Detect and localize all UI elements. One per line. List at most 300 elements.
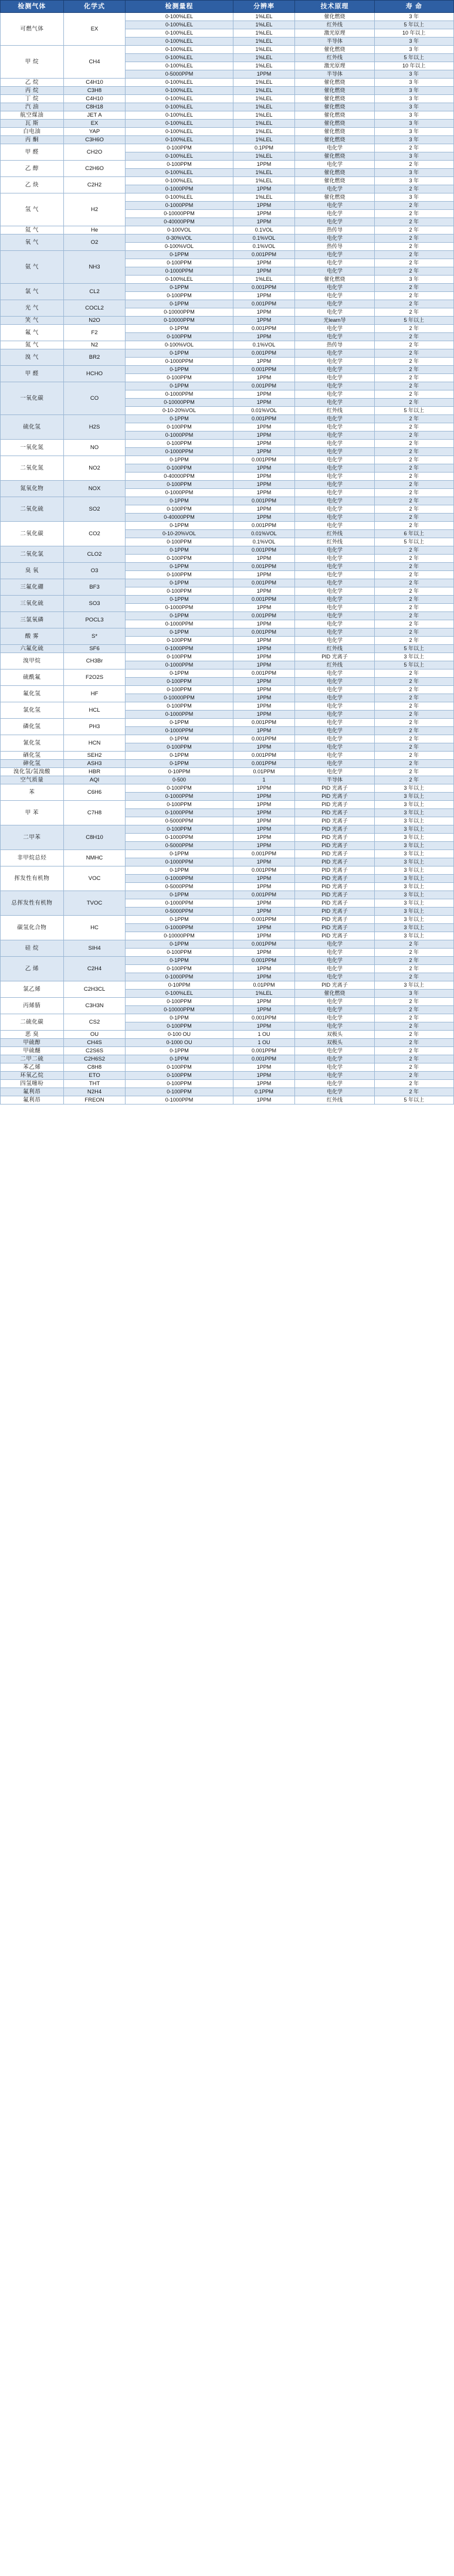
- cell-range: 0-40000PPM: [126, 473, 233, 481]
- cell-life: 3 年以上: [374, 842, 453, 850]
- cell-life: 3 年: [374, 87, 453, 95]
- cell-range: 0-100%LEL: [126, 62, 233, 70]
- cell-range: 0-100%LEL: [126, 128, 233, 136]
- cell-resolution: 1PPM: [233, 481, 295, 489]
- cell-range: 0-100VOL: [126, 226, 233, 235]
- cell-gas-name: 磷化氢: [1, 719, 64, 735]
- cell-formula: NO: [63, 440, 126, 456]
- cell-resolution: 0.1VOL: [233, 226, 295, 235]
- cell-principle: 催化燃烧: [295, 46, 374, 54]
- cell-principle: 电化学: [295, 719, 374, 727]
- cell-range: 0-100%LEL: [126, 13, 233, 21]
- table-row: [1, 719, 454, 727]
- cell-range: 0-100PPM: [126, 1088, 233, 1096]
- cell-formula: CS2: [63, 1014, 126, 1031]
- cell-life: 2 年: [374, 973, 453, 981]
- table-row: [1, 161, 454, 169]
- cell-gas-name: 二氧化氮: [1, 456, 64, 481]
- cell-life: 3 年以上: [374, 817, 453, 825]
- cell-resolution: 0.001PPM: [233, 456, 295, 464]
- cell-formula: F2: [63, 325, 126, 341]
- cell-life: 3 年: [374, 95, 453, 103]
- header-principle: 技术原理: [295, 1, 374, 13]
- cell-range: 0-1000PPM: [126, 711, 233, 719]
- cell-resolution: 1PPM: [233, 793, 295, 801]
- cell-life: 2 年: [374, 292, 453, 300]
- cell-resolution: 0.001PPM: [233, 349, 295, 358]
- cell-range: 0-100PPM: [126, 538, 233, 546]
- cell-principle: 电化学: [295, 1072, 374, 1080]
- cell-principle: 热传导: [295, 226, 374, 235]
- table-row: [1, 341, 454, 349]
- cell-resolution: 1PPM: [233, 374, 295, 382]
- table-row: [1, 957, 454, 965]
- cell-formula: HCL: [63, 702, 126, 719]
- cell-range: 0-100 OU: [126, 1031, 233, 1039]
- cell-principle: 催化燃烧: [295, 136, 374, 144]
- table-row: [1, 998, 454, 1006]
- cell-range: 0-1000PPM: [126, 489, 233, 497]
- cell-principle: 电化学: [295, 686, 374, 694]
- cell-range: 0-1PPM: [126, 1055, 233, 1063]
- table-row: [1, 825, 454, 834]
- cell-principle: 电化学: [295, 399, 374, 407]
- cell-life: 2 年: [374, 637, 453, 645]
- cell-formula: SO2: [63, 497, 126, 522]
- cell-range: 0-10-20%VOL: [126, 407, 233, 415]
- cell-formula: SO3: [63, 596, 126, 612]
- cell-gas-name: 丙 烷: [1, 87, 64, 95]
- cell-principle: 催化燃烧: [295, 95, 374, 103]
- cell-formula: C8H8: [63, 1063, 126, 1072]
- cell-principle: 热传导: [295, 341, 374, 349]
- cell-resolution: 1PPM: [233, 743, 295, 752]
- cell-gas-name: 瓦 斯: [1, 120, 64, 128]
- cell-principle: 电化学: [295, 161, 374, 169]
- cell-gas-name: 汽 油: [1, 103, 64, 111]
- cell-resolution: 0.001PPM: [233, 382, 295, 390]
- cell-resolution: 1PPM: [233, 431, 295, 440]
- cell-resolution: 1PPM: [233, 908, 295, 916]
- cell-life: 3 年以上: [374, 866, 453, 875]
- cell-principle: 电化学: [295, 514, 374, 522]
- cell-resolution: 1%LEL: [233, 169, 295, 177]
- cell-life: 3 年: [374, 103, 453, 111]
- cell-formula: CH2O: [63, 144, 126, 161]
- cell-resolution: 1PPM: [233, 645, 295, 653]
- cell-formula: CH4S: [63, 1039, 126, 1047]
- cell-formula: CO: [63, 382, 126, 415]
- table-row: [1, 111, 454, 120]
- cell-formula: S*: [63, 628, 126, 645]
- table-row: [1, 46, 454, 54]
- table-row: [1, 1072, 454, 1080]
- cell-life: 2 年: [374, 267, 453, 276]
- cell-range: 0-1000PPM: [126, 358, 233, 366]
- header-range: 检测量程: [126, 1, 233, 13]
- cell-range: 0-1PPM: [126, 670, 233, 678]
- cell-life: 2 年: [374, 144, 453, 152]
- cell-gas-name: 二氧化硫: [1, 497, 64, 522]
- cell-principle: 电化学: [295, 522, 374, 530]
- cell-life: 2 年: [374, 218, 453, 226]
- cell-life: 3 年: [374, 120, 453, 128]
- cell-principle: 电化学: [295, 973, 374, 981]
- cell-principle: 红外线: [295, 530, 374, 538]
- cell-principle: 电化学: [295, 957, 374, 965]
- cell-range: 0-100%LEL: [126, 38, 233, 46]
- cell-principle: 电化学: [295, 1047, 374, 1055]
- cell-principle: PID 光离子: [295, 817, 374, 825]
- cell-range: 0-100%LEL: [126, 276, 233, 284]
- cell-resolution: 1PPM: [233, 784, 295, 793]
- cell-range: 0-100PPM: [126, 949, 233, 957]
- cell-resolution: 1PPM: [233, 210, 295, 218]
- cell-resolution: 1PPM: [233, 727, 295, 735]
- cell-life: 3 年以上: [374, 883, 453, 891]
- table-row: [1, 686, 454, 694]
- cell-life: 2 年: [374, 686, 453, 694]
- cell-range: 0-5000PPM: [126, 883, 233, 891]
- cell-range: 0-1000 OU: [126, 1039, 233, 1047]
- cell-range: 0-1000PPM: [126, 1096, 233, 1105]
- cell-life: 2 年: [374, 949, 453, 957]
- cell-life: 3 年以上: [374, 924, 453, 932]
- cell-range: 0-1PPM: [126, 866, 233, 875]
- cell-gas-name: 溴 气: [1, 349, 64, 366]
- cell-range: 0-5000PPM: [126, 817, 233, 825]
- cell-resolution: 1%LEL: [233, 54, 295, 62]
- cell-range: 0-100PPM: [126, 784, 233, 793]
- cell-life: 3 年以上: [374, 916, 453, 924]
- cell-formula: JET A: [63, 111, 126, 120]
- cell-resolution: 1: [233, 776, 295, 784]
- cell-resolution: 1%LEL: [233, 29, 295, 38]
- cell-range: 0-1000PPM: [126, 924, 233, 932]
- table-row: [1, 87, 454, 95]
- cell-resolution: 1%LEL: [233, 136, 295, 144]
- cell-range: 0-100%LEL: [126, 79, 233, 87]
- cell-resolution: 0.01%VOL: [233, 530, 295, 538]
- cell-range: 0-100%LEL: [126, 54, 233, 62]
- cell-life: 5 年以上: [374, 21, 453, 29]
- cell-range: 0-100%LEL: [126, 46, 233, 54]
- cell-life: 2 年: [374, 604, 453, 612]
- cell-resolution: 1PPM: [233, 973, 295, 981]
- cell-resolution: 1PPM: [233, 1080, 295, 1088]
- cell-principle: 催化燃烧: [295, 120, 374, 128]
- table-row: [1, 1047, 454, 1055]
- cell-resolution: 0.01PPM: [233, 981, 295, 990]
- cell-life: 2 年: [374, 423, 453, 431]
- cell-principle: 双极头: [295, 1039, 374, 1047]
- cell-principle: 红外线: [295, 54, 374, 62]
- cell-gas-name: 氟利昂: [1, 1088, 64, 1096]
- cell-resolution: 0.001PPM: [233, 596, 295, 604]
- cell-principle: 催化燃烧: [295, 87, 374, 95]
- cell-life: 2 年: [374, 1072, 453, 1080]
- cell-range: 0-100PPM: [126, 1080, 233, 1088]
- cell-principle: 电化学: [295, 251, 374, 259]
- table-row: [1, 628, 454, 637]
- table-row: [1, 497, 454, 505]
- cell-life: 3 年: [374, 128, 453, 136]
- cell-principle: PID 光离子: [295, 834, 374, 842]
- cell-resolution: 1PPM: [233, 587, 295, 596]
- cell-resolution: 0.001PPM: [233, 957, 295, 965]
- cell-gas-name: 硒化氢: [1, 752, 64, 760]
- cell-life: 2 年: [374, 456, 453, 464]
- cell-gas-name: 氮氧化物: [1, 481, 64, 497]
- cell-life: 2 年: [374, 1031, 453, 1039]
- spec-table: [0, 0, 454, 1105]
- cell-range: 0-40000PPM: [126, 514, 233, 522]
- cell-formula: HC: [63, 916, 126, 940]
- table-row: [1, 891, 454, 899]
- cell-gas-name: 氯化氢: [1, 702, 64, 719]
- cell-formula: FREON: [63, 1096, 126, 1105]
- cell-formula: HF: [63, 686, 126, 702]
- cell-formula: H2S: [63, 415, 126, 440]
- cell-principle: 电化学: [295, 587, 374, 596]
- cell-principle: 电化学: [295, 390, 374, 399]
- table-row: [1, 103, 454, 111]
- cell-gas-name: 氯乙烯: [1, 981, 64, 998]
- cell-range: 0-1PPM: [126, 382, 233, 390]
- table-row: [1, 850, 454, 858]
- cell-range: 0-100%LEL: [126, 120, 233, 128]
- cell-gas-name: 甲 醛: [1, 144, 64, 161]
- header-row: [1, 1, 454, 13]
- cell-principle: PID 光离子: [295, 932, 374, 940]
- cell-principle: 电化学: [295, 1063, 374, 1072]
- cell-gas-name: 苯: [1, 784, 64, 801]
- cell-life: 2 年: [374, 743, 453, 752]
- cell-range: 0-100PPM: [126, 653, 233, 661]
- cell-life: 3 年以上: [374, 858, 453, 866]
- cell-resolution: 0.001PPM: [233, 628, 295, 637]
- cell-range: 0-100PPM: [126, 292, 233, 300]
- cell-gas-name: 白电油: [1, 128, 64, 136]
- cell-resolution: 1%LEL: [233, 990, 295, 998]
- cell-formula: HCHO: [63, 366, 126, 382]
- cell-formula: BF3: [63, 579, 126, 596]
- cell-gas-name: 氧 气: [1, 235, 64, 251]
- cell-resolution: 1PPM: [233, 390, 295, 399]
- table-row: [1, 300, 454, 308]
- cell-principle: 电化学: [295, 284, 374, 292]
- cell-principle: 电化学: [295, 571, 374, 579]
- cell-resolution: 1PPM: [233, 267, 295, 276]
- cell-principle: PID 光离子: [295, 924, 374, 932]
- cell-gas-name: 酸 雾: [1, 628, 64, 645]
- cell-life: 2 年: [374, 596, 453, 604]
- cell-gas-name: 甲硫醇: [1, 1039, 64, 1047]
- table-row: [1, 760, 454, 768]
- cell-gas-name: 甲 烷: [1, 46, 64, 79]
- cell-life: 2 年: [374, 776, 453, 784]
- table-row: [1, 120, 454, 128]
- cell-principle: 激光原理: [295, 29, 374, 38]
- table-row: [1, 670, 454, 678]
- cell-gas-name: 二甲苯: [1, 825, 64, 850]
- gas-sensor-spec-table: [0, 0, 454, 1105]
- cell-range: 0-100PPM: [126, 965, 233, 973]
- cell-life: 3 年: [374, 111, 453, 120]
- cell-principle: 电化学: [295, 185, 374, 193]
- cell-principle: 电化学: [295, 440, 374, 448]
- cell-gas-name: 溴化氢/氢溴酸: [1, 768, 64, 776]
- cell-resolution: 0.001PPM: [233, 1047, 295, 1055]
- cell-principle: PID 光离子: [295, 825, 374, 834]
- cell-life: 2 年: [374, 678, 453, 686]
- cell-principle: 电化学: [295, 694, 374, 702]
- cell-gas-name: 乙 烷: [1, 79, 64, 87]
- cell-range: 0-100PPM: [126, 743, 233, 752]
- cell-life: 2 年: [374, 768, 453, 776]
- cell-range: 0-1PPM: [126, 325, 233, 333]
- cell-resolution: 0.001PPM: [233, 522, 295, 530]
- cell-life: 3 年以上: [374, 981, 453, 990]
- cell-life: 2 年: [374, 284, 453, 292]
- cell-life: 5 年以上: [374, 661, 453, 670]
- cell-life: 3 年: [374, 79, 453, 87]
- cell-gas-name: 溴甲烷: [1, 653, 64, 670]
- cell-gas-name: 乙 炔: [1, 177, 64, 193]
- cell-formula: HBR: [63, 768, 126, 776]
- cell-range: 0-100PPM: [126, 440, 233, 448]
- cell-range: 0-1PPM: [126, 251, 233, 259]
- cell-gas-name: 二氧化氯: [1, 546, 64, 563]
- cell-range: 0-100%LEL: [126, 193, 233, 202]
- cell-principle: 红外线: [295, 1096, 374, 1105]
- cell-life: 2 年: [374, 620, 453, 628]
- cell-gas-name: 挥发性有机物: [1, 866, 64, 891]
- header-formula: 化学式: [63, 1, 126, 13]
- cell-resolution: 1%LEL: [233, 120, 295, 128]
- cell-gas-name: 非甲烷总烃: [1, 850, 64, 866]
- cell-principle: 电化学: [295, 431, 374, 440]
- cell-range: 0-100PPM: [126, 678, 233, 686]
- cell-resolution: 1PPM: [233, 678, 295, 686]
- table-row: [1, 1088, 454, 1096]
- cell-resolution: 1%LEL: [233, 111, 295, 120]
- cell-principle: 电化学: [295, 210, 374, 218]
- cell-resolution: 1PPM: [233, 423, 295, 431]
- cell-formula: ETO: [63, 1072, 126, 1080]
- cell-range: 0-1PPM: [126, 628, 233, 637]
- header-resolution: 分辨率: [233, 1, 295, 13]
- table-row: [1, 916, 454, 924]
- cell-life: 2 年: [374, 1006, 453, 1014]
- table-row: [1, 784, 454, 793]
- table-row: [1, 522, 454, 530]
- cell-principle: 催化燃烧: [295, 128, 374, 136]
- cell-life: 2 年: [374, 259, 453, 267]
- cell-principle: 电化学: [295, 768, 374, 776]
- cell-life: 2 年: [374, 489, 453, 497]
- cell-range: 0-1000PPM: [126, 390, 233, 399]
- cell-life: 3 年以上: [374, 834, 453, 842]
- cell-resolution: 0.001PPM: [233, 300, 295, 308]
- cell-gas-name: 氟化氢: [1, 686, 64, 702]
- cell-life: 3 年以上: [374, 653, 453, 661]
- cell-range: 0-100PPM: [126, 505, 233, 514]
- cell-range: 0-1000PPM: [126, 875, 233, 883]
- table-row: [1, 645, 454, 653]
- cell-resolution: 1PPM: [233, 711, 295, 719]
- cell-life: 2 年: [374, 711, 453, 719]
- cell-formula: C2S6S: [63, 1047, 126, 1055]
- cell-resolution: 1PPM: [233, 308, 295, 317]
- cell-resolution: 0.001PPM: [233, 284, 295, 292]
- cell-principle: PID 光离子: [295, 793, 374, 801]
- cell-principle: 电化学: [295, 620, 374, 628]
- table-row: [1, 366, 454, 374]
- cell-resolution: 1PPM: [233, 555, 295, 563]
- table-row: [1, 1080, 454, 1088]
- cell-principle: 电化学: [295, 678, 374, 686]
- cell-range: 0-1000PPM: [126, 727, 233, 735]
- table-row: [1, 481, 454, 489]
- cell-range: 0-1PPM: [126, 546, 233, 555]
- table-row: [1, 128, 454, 136]
- cell-range: 0-100%LEL: [126, 990, 233, 998]
- cell-life: 2 年: [374, 358, 453, 366]
- cell-range: 0-1PPM: [126, 760, 233, 768]
- cell-life: 3 年: [374, 136, 453, 144]
- cell-resolution: 0.001PPM: [233, 752, 295, 760]
- cell-life: 2 年: [374, 998, 453, 1006]
- cell-range: 0-10000PPM: [126, 317, 233, 325]
- cell-principle: PID 光离子: [295, 801, 374, 809]
- cell-resolution: 1PPM: [233, 620, 295, 628]
- cell-formula: AQI: [63, 776, 126, 784]
- cell-principle: 电化学: [295, 333, 374, 341]
- cell-range: 0-40000PPM: [126, 218, 233, 226]
- cell-life: 2 年: [374, 300, 453, 308]
- table-row: [1, 95, 454, 103]
- cell-life: 2 年: [374, 243, 453, 251]
- cell-principle: 电化学: [295, 292, 374, 300]
- cell-life: 5 年以上: [374, 54, 453, 62]
- cell-resolution: 1PPM: [233, 875, 295, 883]
- cell-resolution: 1PPM: [233, 801, 295, 809]
- cell-formula: C7H8: [63, 801, 126, 825]
- cell-formula: C3H3N: [63, 998, 126, 1014]
- table-row: [1, 79, 454, 87]
- table-row: [1, 284, 454, 292]
- cell-formula: He: [63, 226, 126, 235]
- cell-gas-name: 可燃气体: [1, 13, 64, 46]
- cell-principle: 催化燃烧: [295, 990, 374, 998]
- cell-gas-name: 环氧乙烷: [1, 1072, 64, 1080]
- cell-formula: SEH2: [63, 752, 126, 760]
- cell-principle: 催化燃烧: [295, 103, 374, 111]
- table-row: [1, 735, 454, 743]
- cell-gas-name: 甲硫醚: [1, 1047, 64, 1055]
- cell-range: 0-1PPM: [126, 719, 233, 727]
- cell-range: 0-1000PPM: [126, 267, 233, 276]
- cell-principle: 热传导: [295, 243, 374, 251]
- cell-life: 2 年: [374, 251, 453, 259]
- cell-life: 2 年: [374, 399, 453, 407]
- table-row: [1, 325, 454, 333]
- cell-range: 0-100%LEL: [126, 177, 233, 185]
- cell-range: 0-10000PPM: [126, 399, 233, 407]
- cell-principle: 电化学: [295, 604, 374, 612]
- cell-range: 0-100PPM: [126, 555, 233, 563]
